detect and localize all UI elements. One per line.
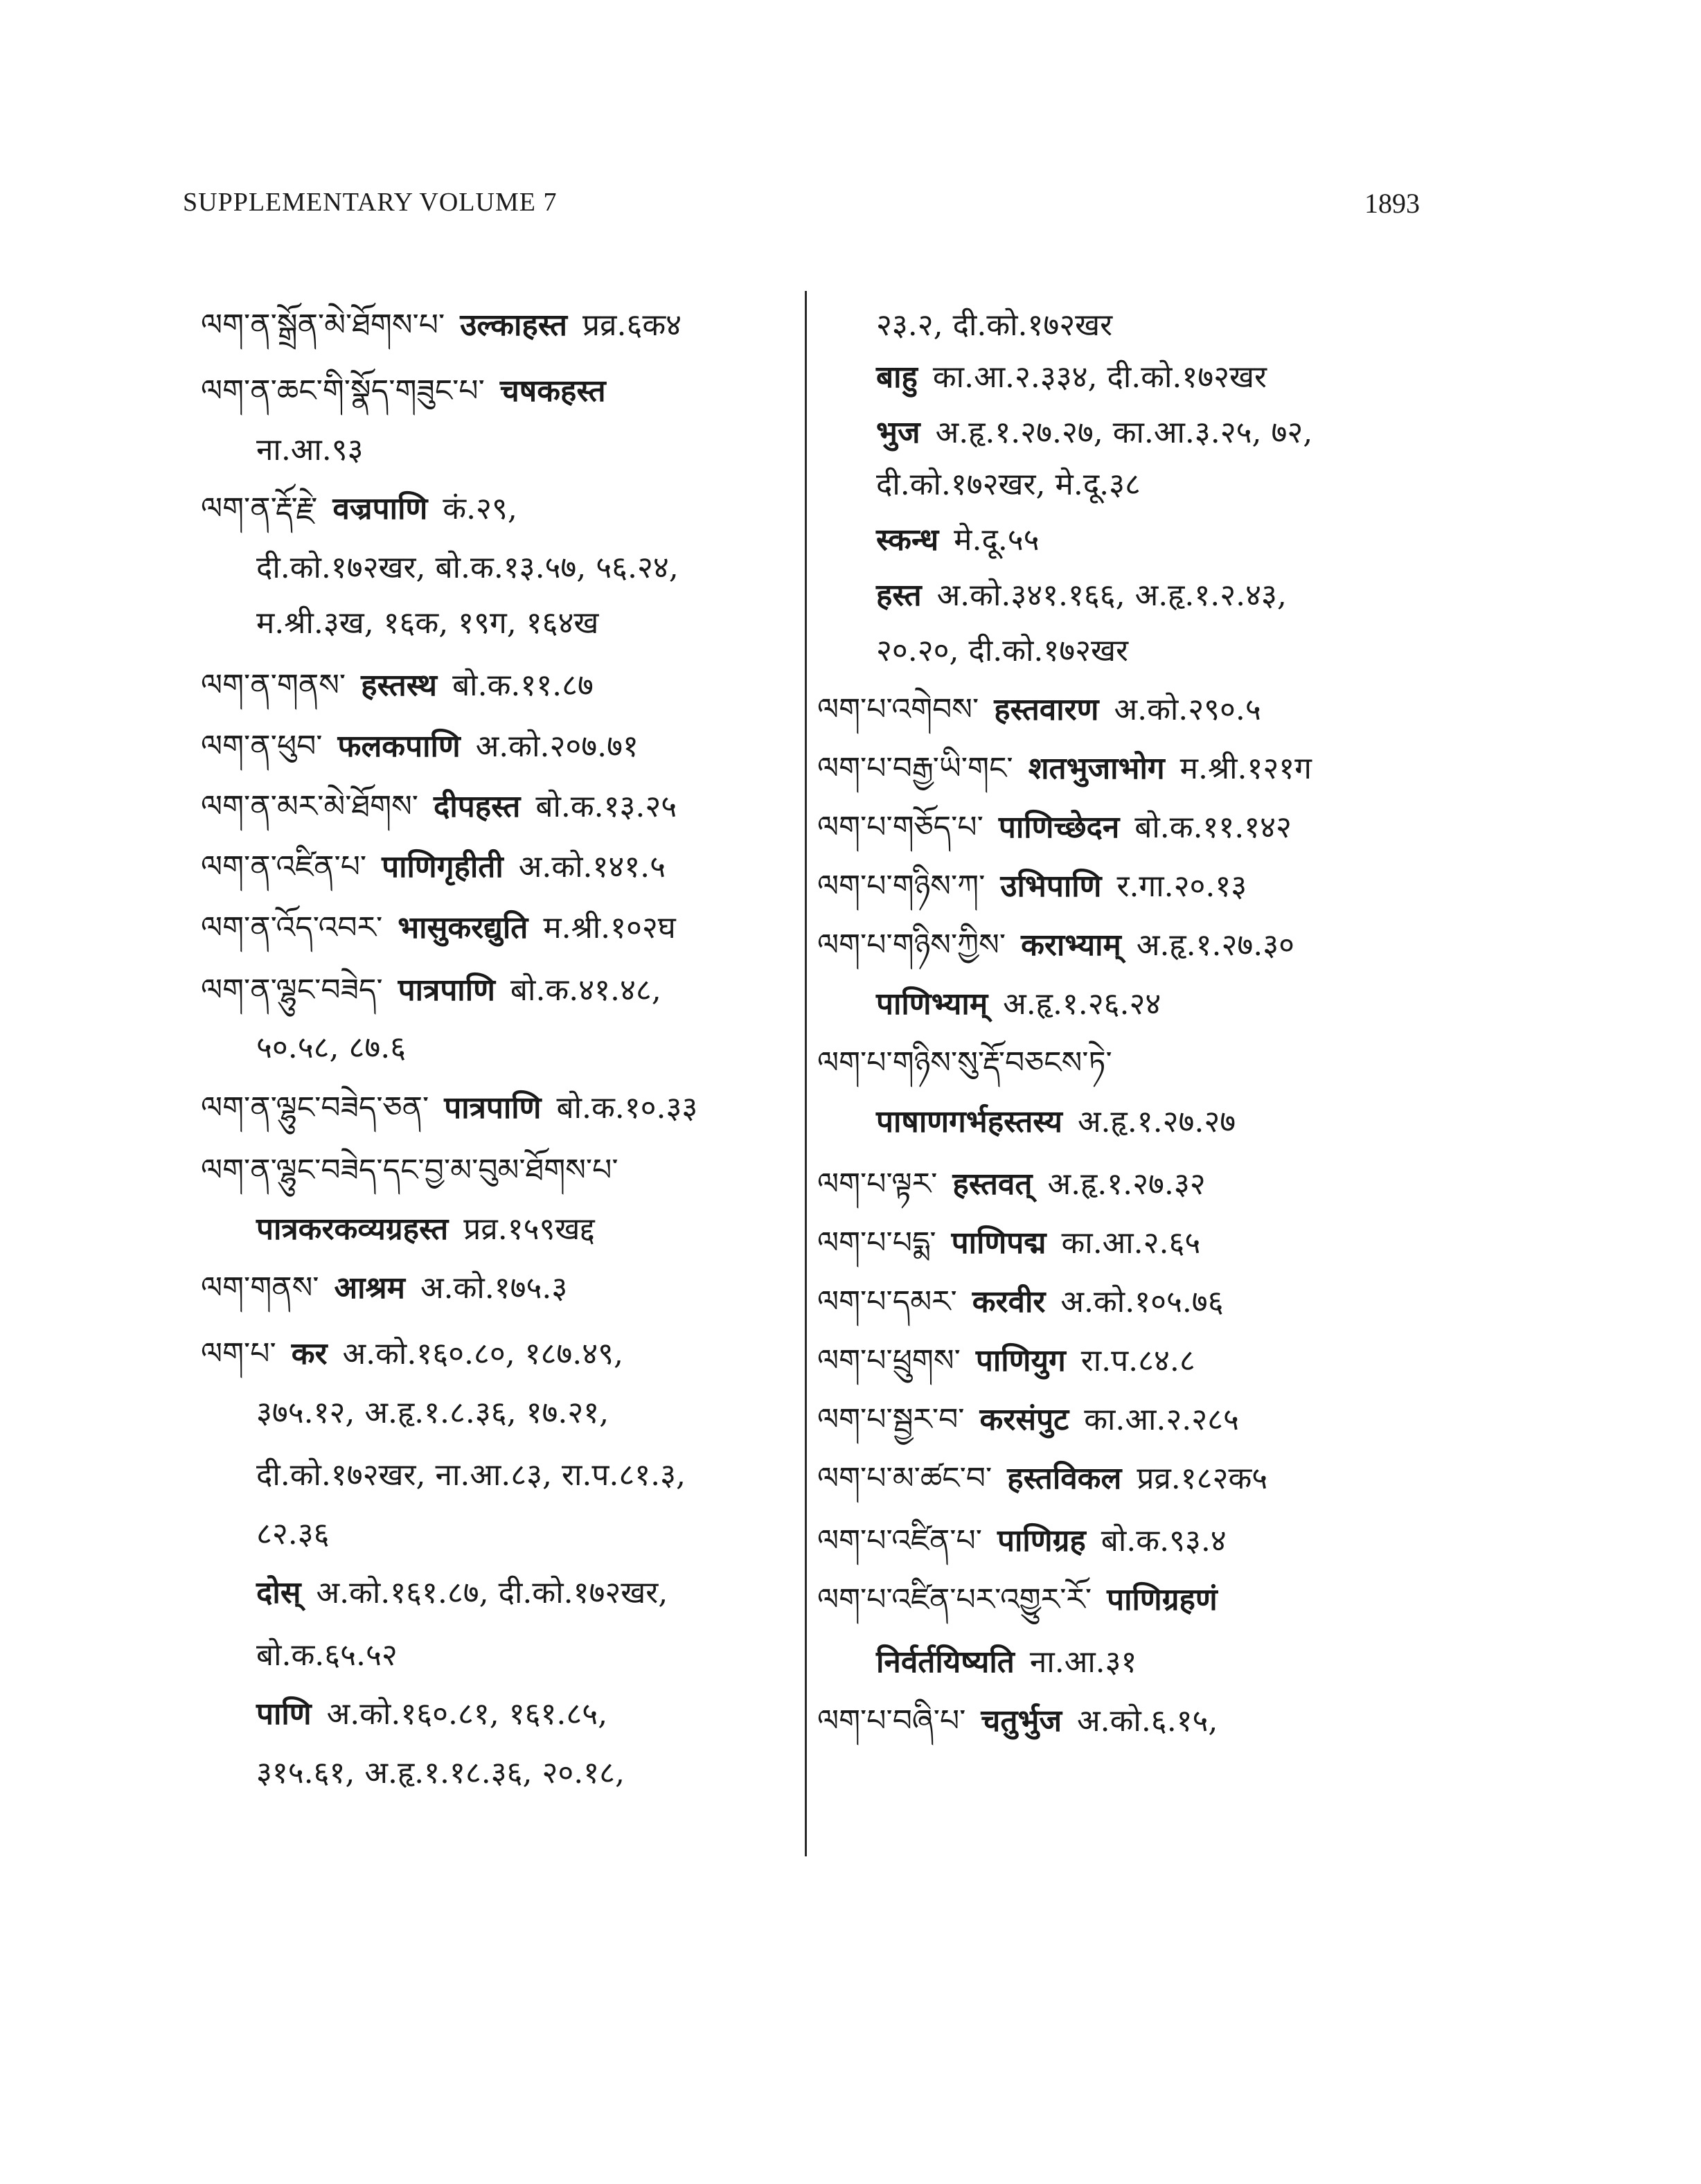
sanskrit-equivalent: बाहु (876, 359, 918, 395)
source-reference: प्रव्र.१८२क५ (1137, 1461, 1268, 1496)
entry-line (876, 412, 1328, 454)
source-reference: अ.हृ.१.२७.२७, का.आ.३.२५, ७२, (935, 415, 1313, 450)
entry-line (256, 1209, 610, 1250)
source-reference: अ.को.३४१.१६६, अ.हृ.१.२.४३, (936, 578, 1287, 613)
entry-line (201, 665, 609, 707)
source-reference: ना.आ.९३ (256, 432, 364, 468)
sanskrit-equivalent: भासुकरद्युति (398, 910, 528, 945)
source-reference: दी.को.१७२खर, मे.दू.३८ (876, 467, 1141, 502)
source-reference: बो.क.९३.४ (1101, 1523, 1227, 1559)
entry-line (876, 520, 1055, 561)
tibetan-headword: ལག་པ་ལྟར་ (817, 1166, 938, 1202)
source-reference: दी.को.१७२खर, बो.क.१३.५७, ५६.२४, (256, 550, 679, 585)
entry-line (817, 1458, 1283, 1500)
source-reference: अ.को.१६०.८१, १६१.८५, (326, 1696, 608, 1732)
entry-line (817, 1399, 1254, 1441)
entry-line (817, 1520, 1242, 1562)
entry-line (256, 1635, 413, 1676)
source-reference: २३.२, दी.को.१७२खर (876, 308, 1113, 343)
sanskrit-equivalent: पाणिगृहीती (382, 849, 504, 885)
entry-line (876, 1101, 1251, 1143)
sanskrit-equivalent: हस्तवारण (994, 692, 1099, 727)
entry-line (817, 1340, 1211, 1382)
source-reference: ५०.५८, ८७.६ (256, 1030, 407, 1065)
tibetan-headword: ལག་ན་ལྷུང་བཟེད་ (201, 973, 383, 1008)
entry-line (256, 1572, 683, 1614)
tibetan-headword: ལག་ན་ཆང་གི་སྣོད་གཟུང་པ་ (201, 373, 485, 409)
source-reference: ३१५.६१, अ.हृ.१.१८.३६, २०.१८, (256, 1755, 625, 1791)
tibetan-headword: ལག་པ་འགེབས་ (817, 692, 979, 727)
source-reference: अ.हृ.१.२६.२४ (1003, 986, 1161, 1022)
source-reference: ना.आ.३१ (1029, 1644, 1137, 1680)
entry-line (817, 925, 1310, 966)
sanskrit-equivalent: पाणियुग (975, 1343, 1066, 1378)
sanskrit-equivalent: पाणिच्छेदन (998, 810, 1120, 845)
entry-line (876, 357, 1282, 398)
source-reference: प्रव्र.१५९खद्द (463, 1211, 595, 1247)
sanskrit-equivalent: पाणि (256, 1696, 312, 1732)
entry-line (817, 1042, 1128, 1084)
source-reference: र.गा.२०.१३ (1116, 869, 1247, 904)
sanskrit-equivalent: करवीर (972, 1284, 1046, 1320)
sanskrit-equivalent: हस्तवत् (952, 1166, 1033, 1202)
entry-line (256, 547, 694, 589)
source-reference: म.श्री.३ख, १६क, १९ग, १६४ख (256, 605, 599, 641)
tibetan-headword: ལག་པ་གཉིས་ཀ་ (817, 869, 986, 904)
entry-line (256, 1694, 623, 1735)
tibetan-headword: ལག་པ་ཕྲུགས་ (817, 1343, 961, 1378)
tibetan-headword: ལག་ན་སྒྲོན་མེ་ཐོགས་པ་ (201, 308, 445, 343)
source-reference: बो.क.१३.२५ (535, 789, 677, 824)
source-reference: अ.को.१६१.८७, दी.को.१७२खर, (316, 1575, 668, 1610)
tibetan-headword: ལག་ན་མར་མེ་ཐོགས་ (201, 789, 419, 824)
sanskrit-equivalent: आश्रम (334, 1270, 405, 1306)
sanskrit-equivalent: स्कन्ध (876, 522, 939, 558)
source-reference: अ.को.१४१.५ (518, 849, 666, 885)
sanskrit-equivalent: पात्रकरकव्यग्रहस्त (256, 1211, 449, 1247)
entry-line (817, 1223, 1215, 1264)
source-reference: अ.को.२९०.५ (1114, 692, 1261, 727)
entry-line (817, 1164, 1221, 1205)
entry-line (201, 1268, 582, 1309)
entry-line (876, 575, 1302, 616)
tibetan-headword: ལག་ན་ཕུབ་ (201, 729, 323, 764)
source-reference: रा.प.८४.८ (1080, 1343, 1195, 1378)
source-reference: प्रव्र.६क४ (582, 308, 682, 343)
tibetan-headword: ལག་གནས་ (201, 1270, 319, 1306)
sanskrit-equivalent: भुज (876, 415, 920, 450)
entry-line (256, 1455, 701, 1496)
entry-line (201, 786, 692, 828)
entry-line (817, 1701, 1233, 1742)
sanskrit-equivalent: निर्वर्तयिष्यति (876, 1644, 1015, 1680)
tibetan-headword: ལག་པ་ (201, 1336, 276, 1371)
source-reference: म.श्री.१२१ग (1179, 751, 1312, 786)
tibetan-headword: ལག་ན་འཛིན་པ་ (201, 849, 367, 885)
sanskrit-equivalent: पात्रपाणि (444, 1090, 542, 1126)
entry-line (201, 371, 621, 412)
source-reference: अ.को.१६०.८०, १८७.४९, (342, 1336, 624, 1371)
source-reference: अ.को.१७५.३ (420, 1270, 568, 1306)
sanskrit-equivalent: हस्तविकल (1007, 1461, 1122, 1496)
source-reference: का.आ.२.६५ (1061, 1225, 1201, 1261)
entry-line (201, 1150, 634, 1191)
source-reference: बो.क.११.१४२ (1134, 810, 1292, 845)
source-reference: का.आ.२.२८५ (1084, 1402, 1239, 1437)
entry-line (256, 603, 614, 644)
source-reference: अ.को.६.१५, (1077, 1703, 1218, 1739)
source-reference: अ.हृ.१.२७.२७ (1077, 1104, 1236, 1139)
sanskrit-equivalent: पाणिग्रहणं (1107, 1582, 1218, 1617)
sanskrit-equivalent: पाणिपद्म (951, 1225, 1047, 1261)
entry-line (817, 748, 1327, 790)
tibetan-headword: ལག་པ་འཛིན་པ་ (817, 1523, 982, 1559)
tibetan-headword: ལག་ན་འོད་འབར་ (201, 910, 383, 945)
tibetan-headword: ལག་པ་འཛིན་པར་འགྱུར་རོ་ (817, 1582, 1092, 1617)
source-reference: अ.को.२०७.७१ (475, 729, 639, 764)
tibetan-headword: ལག་པ་མ་ཚང་བ་ (817, 1461, 992, 1496)
entry-line (256, 1392, 624, 1434)
source-reference: अ.हृ.१.२७.३० (1136, 927, 1294, 963)
sanskrit-equivalent: हस्त (876, 578, 922, 613)
tibetan-headword: ལག་ན་ལྷུང་བཟེད་ཅན་ (201, 1090, 429, 1126)
source-reference: अ.को.१०५.७६ (1060, 1284, 1224, 1320)
entry-line (876, 464, 1156, 506)
entry-line (201, 1087, 713, 1129)
entry-line (817, 1281, 1239, 1323)
entry-line (256, 1752, 640, 1794)
entry-line (876, 984, 1176, 1025)
sanskrit-equivalent: हस्तस्थ (361, 668, 438, 703)
sanskrit-equivalent: कर (291, 1336, 328, 1371)
entry-line (876, 1642, 1152, 1683)
source-reference: बो.क.४१.४८, (510, 973, 661, 1008)
sanskrit-equivalent: दीपहस्त (434, 789, 521, 824)
tibetan-headword: ལག་པ་བཞི་པ་ (817, 1703, 966, 1739)
running-header-title: SUPPLEMENTARY VOLUME 7 (183, 188, 558, 217)
entry-line (817, 1579, 1233, 1621)
tibetan-headword: ལག་ན་ལྷུང་བཟེད་དང་བྱ་མ་བུམ་ཐོགས་པ་ (201, 1153, 618, 1188)
sanskrit-equivalent: उल्काहस्त (460, 308, 567, 343)
tibetan-headword: ལག་ན་གནས་ (201, 668, 346, 703)
tibetan-headword: ལག་པ་གཅོད་པ་ (817, 810, 983, 845)
sanskrit-equivalent: चतुर्भुज (981, 1703, 1062, 1739)
sanskrit-equivalent: उभिपाणि (1000, 869, 1102, 904)
tibetan-headword: ལག་པ་བརྒྱ་ཡི་གང་ (817, 751, 1013, 786)
sanskrit-equivalent: पाणिभ्याम् (876, 986, 988, 1022)
source-reference: २०.२०, दी.को.१७२खर (876, 633, 1129, 668)
sanskrit-equivalent: पाणिग्रह (997, 1523, 1086, 1559)
tibetan-headword: ལག་ན་རྡོ་རྗེ་ (201, 491, 318, 526)
source-reference: बो.क.१०.३३ (556, 1090, 698, 1126)
tibetan-headword: ལག་པ་གཉིས་སུ་རྡོ་བཅངས་ཏེ་ (817, 1045, 1112, 1081)
column-divider (805, 291, 807, 1856)
sanskrit-equivalent: चषकहस्त (499, 373, 606, 409)
entry-line (201, 970, 677, 1011)
entry-line (817, 866, 1262, 907)
sanskrit-equivalent: वज्रपाणि (332, 491, 428, 526)
source-reference: कं.२९, (443, 491, 517, 526)
sanskrit-equivalent: कराभ्याम् (1021, 927, 1121, 963)
source-reference: ३७५.१२, अ.हृ.१.८.३६, १७.२१, (256, 1395, 609, 1430)
source-reference: का.आ.२.३३४, दी.को.१७२खर (932, 359, 1267, 395)
entry-line (876, 630, 1143, 672)
tibetan-headword: ལག་པ་གཉིས་ཀྱིས་ (817, 927, 1006, 963)
sanskrit-equivalent: दोस् (256, 1575, 301, 1610)
entry-line (201, 1333, 639, 1375)
tibetan-headword: ལག་པ་སྦྱར་བ་ (817, 1402, 965, 1437)
sanskrit-equivalent: करसंपुट (979, 1402, 1069, 1437)
entry-line (817, 807, 1307, 849)
tibetan-headword: ལག་པ་པདྨ་ (817, 1225, 936, 1261)
entry-line (201, 305, 697, 346)
entry-line (201, 846, 681, 888)
source-reference: अ.हृ.१.२७.३२ (1047, 1166, 1206, 1202)
sanskrit-equivalent: पाषाणगर्भहस्तस्य (876, 1104, 1062, 1139)
entry-line (201, 488, 533, 530)
entry-line (256, 429, 379, 471)
entry-line (201, 726, 654, 767)
source-reference: म.श्री.१०२घ (543, 910, 676, 945)
entry-line (876, 305, 1128, 346)
entry-line (201, 907, 691, 949)
sanskrit-equivalent: फलकपाणि (337, 729, 461, 764)
source-reference: बो.क.६५.५२ (256, 1637, 398, 1673)
sanskrit-equivalent: शतभुजाभोग (1028, 751, 1165, 786)
tibetan-headword: ལག་པ་དམར་ (817, 1284, 957, 1320)
entry-line (256, 1027, 421, 1069)
source-reference: ८२.३६ (256, 1516, 330, 1552)
source-reference: मे.दू.५५ (954, 522, 1040, 558)
page-number: 1893 (1364, 188, 1420, 219)
entry-line (256, 1513, 345, 1555)
entry-line (817, 689, 1276, 731)
sanskrit-equivalent: पात्रपाणि (398, 973, 495, 1008)
source-reference: दी.को.१७२खर, ना.आ.८३, रा.प.८१.३, (256, 1457, 686, 1493)
source-reference: बो.क.११.८७ (452, 668, 594, 703)
